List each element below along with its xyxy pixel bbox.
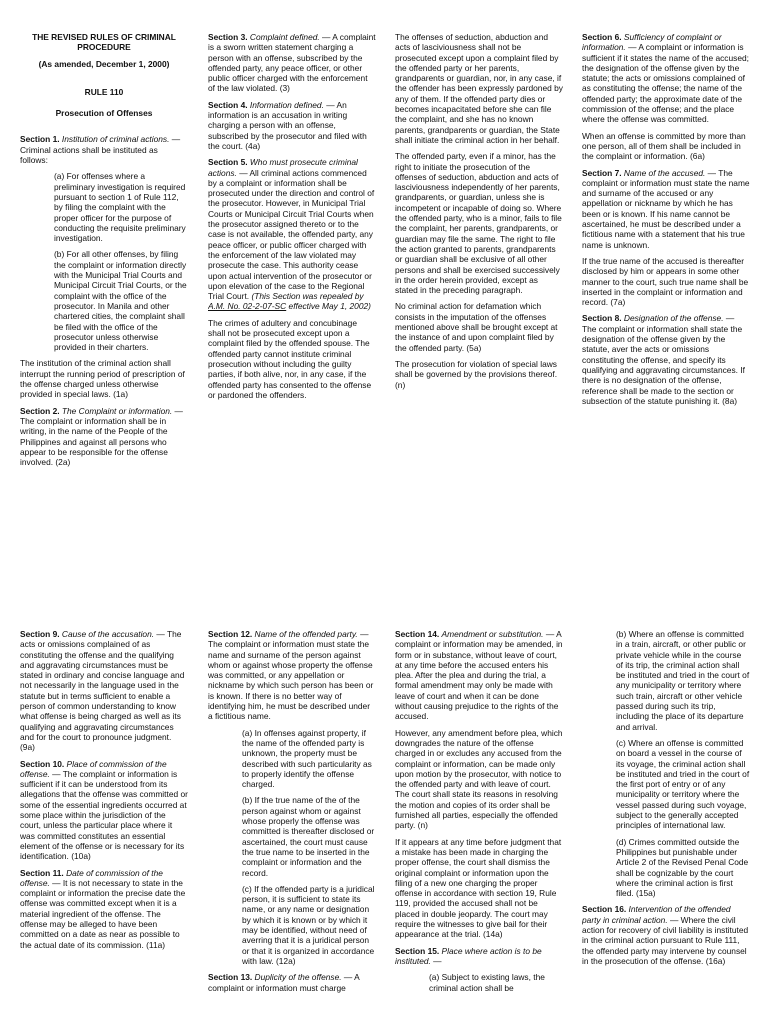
section-15-para-d: (d) Crimes committed outside the Philippines but punishable under Article 2 of the Revised Penal Code shall be cognizable by the court where the criminal action is first filed. (15a) xyxy=(616,836,749,899)
section-8: Section 8. Designation of the offense. — The complaint or information shall state the designation of the offense given by the statute, aver the acts or omissions constituting the offense, and specify its qualifying and aggravating circumstances. If there is no designation of the offense, reference shall be made to the section or subsection of the statute punishing it. (8a) xyxy=(582,313,745,406)
page2-column-3 xyxy=(395,629,563,1024)
section-15-para-b: (b) Where an offense is committed in a train, aircraft, or other public or private vehicle while in the course of its trip, the criminal action shall be instituted and tried in the court of any municipality or territory where such train, aircraft or other vehicle passed during such its trip, including the place of its departure and arrival. xyxy=(616,629,750,732)
section-6-para-2: When an offense is committed by more than one person, all of them shall be included in the complaint or information. (6a) xyxy=(582,130,746,162)
page1-column-2 xyxy=(208,32,376,512)
section-5-para-4: The offended party, even if a minor, has the right to initiate the prosecution of the offenses of seduction, abduction and acts of lasciviousness independently of her parents, grandparents, or guardian, unless she is incompetent or incapable of doing so. Where the offended party, who is a minor, fails to file the complaint, her parents, grandparents, or guardian may file the same. The right to file the action granted to parents, grandparents or guardian shall be exclusive of all other persons and shall be exercised successively in the order herein provided, except as stated in the preceding paragraph. xyxy=(395,151,562,296)
section-12-para-b: (b) If the true name of the of the person against whom or against whose properly the offense was committed is thereafter disclosed or ascertained, the court must cause the true name to be inserted in the complaint or information and the record. xyxy=(242,795,375,878)
section-15-para-a: (a) Subject to existing laws, the criminal action shall be xyxy=(429,972,545,993)
amendment-link[interactable]: A.M. No. 02-2-07-SC xyxy=(208,301,287,312)
section-10: Section 10. Place of commission of the offense. — The complaint or information is sufficient if it can be understood from its allegations that the offense was committed or some of the essential ingredients occurred at some place within the jurisdiction of the court, unless the particular place where it was committed constitutes an essential element of the offense or is necessary for its identification. (10a) xyxy=(20,758,188,862)
section-5-para-2: The crimes of adultery and concubinage shall not be prosecuted except upon a complaint filed by the offended spouse. The offended party cannot institute criminal prosecution without including the guilty parties, if both alive, nor, in any case, if the offended party has consented to the offense or pardoned the offenders. xyxy=(208,317,372,400)
page2-column-4 xyxy=(582,629,750,1024)
page1-column-4 xyxy=(582,32,750,512)
section-5-para-3: The offenses of seduction, abduction and acts of lasciviousness shall not be prosecuted except upon a complaint filed by the offended party or her parents, grandparents or guardian, nor, in any case, if the offender has been expressly pardoned by any of them. If the offended party dies or becomes incapacitated before she can file the complaint, and she has no known parents, grandparents or guardian, the State shall initiate the criminal action in her behalf. xyxy=(395,32,563,145)
page2-column-1 xyxy=(20,629,188,1024)
section-15: Section 15. Place where action is to be instituted. — xyxy=(395,945,542,966)
section-11: Section 11. Date of commission of the offense. — It is not necessary to state in the complaint or information the precise date the offense was committed except when it is a material ingredient of the offense. The offense may be alleged to have been committed on a date as near as possible to the actual date of its commission. (11a) xyxy=(20,867,186,950)
page1-column-1 xyxy=(20,32,188,512)
section-13: Section 13. Duplicity of the offense. — A complaint or information must charge xyxy=(208,972,360,993)
section-5-para-6: The prosecution for violation of special laws shall be governed by the provisions thereof. (n) xyxy=(395,358,558,390)
document-page-2 xyxy=(0,512,768,1024)
section-7: Section 7. Name of the accused. — The complaint or information must state the name and surname of the accused or any appellation or nickname by which he has been or is known. If his name cannot be ascertained, he must be described under a fictitious name with a statement that his true name is unknown. xyxy=(582,167,750,250)
section-4: Section 4. Information defined. — An information is an accusation in writing charging a person with an offense, subscribed by the prosecutor and filed with the court. (4a) xyxy=(208,99,367,151)
section-14: Section 14. Amendment or substitution. — A complaint or information may be amended, in form or in substance, without leave of court, at any time before the accused enters his plea. After the plea and during the trial, a formal amendment may only be made with leave of court and when it can be done without causing prejudice to the rights of the accused. xyxy=(395,629,563,722)
document-subtitle: (As amended, December 1, 2000) xyxy=(38,58,170,69)
page1-column-3 xyxy=(395,32,563,512)
section-1-para-a: (a) For offenses where a preliminary investigation is required pursuant to section 1 of Rule 112, by filing the complaint with the proper officer for the purpose of conducting the requisite preliminary investigation. xyxy=(54,171,186,244)
section-9: Section 9. Cause of the accusation. — The acts or omissions complained of as constituting the offense and the qualifying and aggravating circumstances must be stated in ordinary and concise language and not necessarily in the language used in the statute but in terms sufficient to enable a person of common understanding to know what offense is being charged as well as its qualifying and aggravating circumstances and for the court to pronounce judgment. (9a) xyxy=(20,629,185,753)
section-14-para-2: However, any amendment before plea, which downgrades the nature of the offense charged in or excludes any accused from the complaint or information, can be made only upon motion by the prosecutor, with notice to the offended party and with leave of court. The court shall state its reasons in resolving the motion and copies of its order shall be furnished all parties, especially the offended party. (n) xyxy=(395,727,563,831)
section-7-para-2: If the true name of the accused is thereafter disclosed by him or appears in some other manner to the court, such true name shall be inserted in the complaint or information and record. (7a) xyxy=(582,255,749,308)
section-6: Section 6. Sufficiency of complaint or information. — A complaint or information is sufficient if it states the name of the accused; the designation of the offense given by the statute; the acts or omissions complained of as constituting the offense; the name of the offended party; the approximate date of the commission of the offense; and the place where the offense was committed. xyxy=(582,32,749,125)
section-1-para-b: (b) For all other offenses, by filing the complaint or information directly with the Municipal Trial Courts and Municipal Circuit Trial Courts, or the complaint with the office of the prosecutor. In Manila and other chartered cities, the complaint shall be filed with the office of the prosecutor unless otherwise provided in their charters. xyxy=(54,249,187,353)
section-2: Section 2. The Complaint or information. — The complaint or information shall be in writing, in the name of the People of the Philippines and against all persons who appear to be responsible for the offense involved. (2a) xyxy=(20,405,183,468)
section-1: Section 1. Institution of criminal actions. — Criminal actions shall be instituted as follows: xyxy=(20,134,181,166)
section-1-para-c: The institution of the criminal action shall interrupt the running period of prescription of the offense charged unless otherwise provided in special laws. (1a) xyxy=(20,358,185,400)
document-title: THE REVISED RULES OF CRIMINAL PROCEDURE xyxy=(32,32,176,53)
section-14-para-3: If it appears at any time before judgment that a mistake has been made in charging the proper offense, the court shall dismiss the original complaint or information upon the filing of a new one charging the proper offense in accordance with section 19, Rule 119, provided the accused shall not be placed in double jeopardy. The court may require the witnesses to give bail for their appearance at the trial. (14a) xyxy=(395,836,562,940)
section-5: Section 5. Who must prosecute criminal actions. — All criminal actions commenced by a complaint or information shall be prosecuted under the direction and control of the prosecutor. However, in Municipal Trial Courts or Municipal Circuit Trial Courts when the prosecutor assigned thereto or to the case is not available, the offended party, any peace officer, or public officer charged with the enforcement of the law violated may prosecute the case. This authority cease upon actual intervention of the prosecutor or upon elevation of the case to the Regional Trial Court. (This Section was repealed by A.M. No. 02-2-07-SC effective May 1, 2002) xyxy=(208,157,375,312)
section-15-para-c: (c) Where an offense is committed on board a vessel in the course of its voyage, the criminal action shall be instituted and tried in the court of the first port of entry or of any municipality or territory where the vessel passed during such voyage, subject to the generally accepted principles of international law. xyxy=(616,737,750,831)
section-12: Section 12. Name of the offended party. — The complaint or information must state the name and surname of the person against whom or against whose property the offense was committed, or any appellation or nickname by which such person has been or is known. If there is no better way of identifying him, he must be described under a fictitious name. xyxy=(208,629,374,722)
repeal-note: (This Section was repealed by A.M. No. 02-2-07-SC effective May 1, 2002) xyxy=(208,291,371,312)
section-12-para-a: (a) In offenses against property, if the name of the offended party is unknown, the property must be described with such particularity as to properly identify the offense charged. xyxy=(242,727,372,790)
rule-number: RULE 110 xyxy=(84,86,124,97)
section-5-para-5: No criminal action for defamation which consists in the imputation of the offenses mentioned above shall be brought except at the instance of and upon complaint filed by the offended party. (5a) xyxy=(395,301,558,353)
page2-column-2 xyxy=(208,629,376,1024)
section-16: Section 16. Intervention of the offended party in criminal action. — Where the civil action for recovery of civil liability is instituted in the criminal action pursuant to Rule 111, the offended party may intervene by counsel in the prosecution of the offense. (16a) xyxy=(582,904,749,966)
section-12-para-c: (c) If the offended party is a juridical person, it is sufficient to state its name, or any name or designation by which it is known or by which it may be identified, without need of averring that it is a juridical person or that it is organized in accordance with law. (12a) xyxy=(242,883,375,966)
section-3: Section 3. Complaint defined. — A complaint is a sworn written statement charging a person with an offense, subscribed by the offended party, any peace officer, or other public officer charged with the enforcement of the law violated. (3) xyxy=(208,32,376,94)
rule-title: Prosecution of Offenses xyxy=(55,108,153,119)
